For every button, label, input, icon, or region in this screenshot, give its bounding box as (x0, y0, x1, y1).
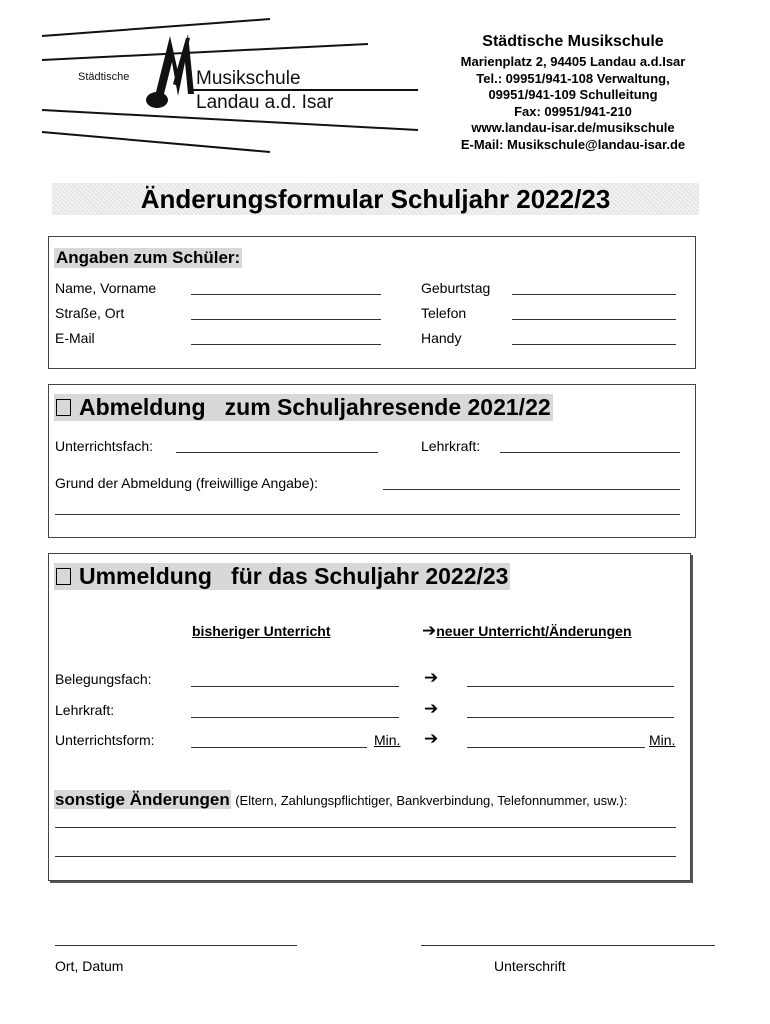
old-subject-field[interactable] (191, 686, 399, 687)
other-changes-heading (54, 790, 627, 810)
arrow-icon: ➔ (422, 621, 437, 640)
place-date-field[interactable] (55, 945, 297, 946)
other-changes-title: sonstige Änderungen (55, 790, 230, 809)
teacher-label: Lehrkraft: (421, 438, 481, 454)
birthday-field[interactable] (512, 294, 676, 295)
logo-small-text: Städtische (78, 71, 130, 83)
booked-subject-label: Belegungsfach: (55, 671, 152, 687)
arrow-icon: ➔ (424, 699, 439, 718)
new-lesson-header (422, 621, 632, 641)
new-form-field[interactable] (467, 747, 645, 748)
musikschule-logo (38, 14, 418, 156)
email-field[interactable] (191, 344, 381, 345)
logo-line2: Landau a.d. Isar (196, 92, 334, 113)
mobile-label: Handy (421, 330, 462, 346)
place-date-label: Ort, Datum (55, 958, 124, 974)
contact-website: www.landau-isar.de/musikschule (471, 120, 675, 135)
student-heading: Angaben zum Schüler: (56, 248, 241, 267)
contact-block (432, 33, 714, 153)
name-label: Name, Vorname (55, 280, 157, 296)
deregistration-heading (54, 394, 553, 421)
street-field[interactable] (191, 319, 381, 320)
reason-field-line2[interactable] (55, 514, 680, 515)
arrow-icon: ➔ (424, 729, 439, 748)
new-subject-field[interactable] (467, 686, 674, 687)
lesson-form-label: Unterrichtsform: (55, 732, 155, 748)
reregistration-checkbox[interactable] (56, 568, 71, 585)
other-changes-field-line2[interactable] (55, 856, 676, 857)
old-teacher-field[interactable] (191, 717, 399, 718)
street-label: Straße, Ort (55, 305, 125, 321)
old-form-field[interactable] (191, 747, 367, 748)
mobile-field[interactable] (512, 344, 676, 345)
signature-field[interactable] (421, 945, 715, 946)
subject-field[interactable] (176, 452, 378, 453)
old-lesson-header: bisheriger Unterricht (192, 623, 331, 639)
logo-line1: Musikschule (196, 68, 301, 89)
reason-field[interactable] (383, 489, 680, 490)
contact-address: Marienplatz 2, 94405 Landau a.d.Isar (460, 54, 686, 69)
contact-phone-management: 09951/941-109 Schulleitung (488, 87, 658, 102)
lesson-teacher-label: Lehrkraft: (55, 702, 115, 718)
phone-field[interactable] (512, 319, 676, 320)
phone-label: Telefon (421, 305, 467, 321)
new-teacher-field[interactable] (467, 717, 674, 718)
reregistration-heading (54, 563, 510, 590)
contact-phone-admin: Tel.: 09951/941-108 Verwaltung, (476, 70, 670, 86)
old-minutes-label: Min. (374, 732, 401, 748)
teacher-field[interactable] (500, 452, 680, 453)
email-label: E-Mail (55, 330, 95, 346)
new-lesson-header-text: neuer Unterricht/Änderungen (436, 623, 632, 639)
reregistration-heading-text: Ummeldung für das Schuljahr 2022/23 (79, 563, 509, 589)
other-changes-hint: (Eltern, Zahlungspflichtiger, Bankverbindung, Telefonnummer, usw.): (235, 793, 628, 808)
deregistration-checkbox[interactable] (56, 399, 71, 416)
school-name: Städtische Musikschule (482, 33, 664, 50)
deregistration-heading-text: Abmeldung zum Schuljahresende 2021/22 (79, 394, 551, 420)
name-field[interactable] (191, 294, 381, 295)
arrow-icon: ➔ (424, 668, 439, 687)
contact-fax: Fax: 09951/941-210 (514, 103, 632, 119)
signature-label: Unterschrift (494, 958, 566, 974)
birthday-label: Geburtstag (421, 280, 491, 296)
other-changes-field-line1[interactable] (55, 827, 676, 828)
subject-label: Unterrichtsfach: (55, 438, 154, 454)
contact-email: E-Mail: Musikschule@landau-isar.de (460, 136, 686, 152)
new-minutes-label: Min. (649, 732, 676, 748)
reason-label: Grund der Abmeldung (freiwillige Angabe): (55, 475, 319, 491)
form-title: Änderungsformular Schuljahr 2022/23 (140, 184, 611, 214)
